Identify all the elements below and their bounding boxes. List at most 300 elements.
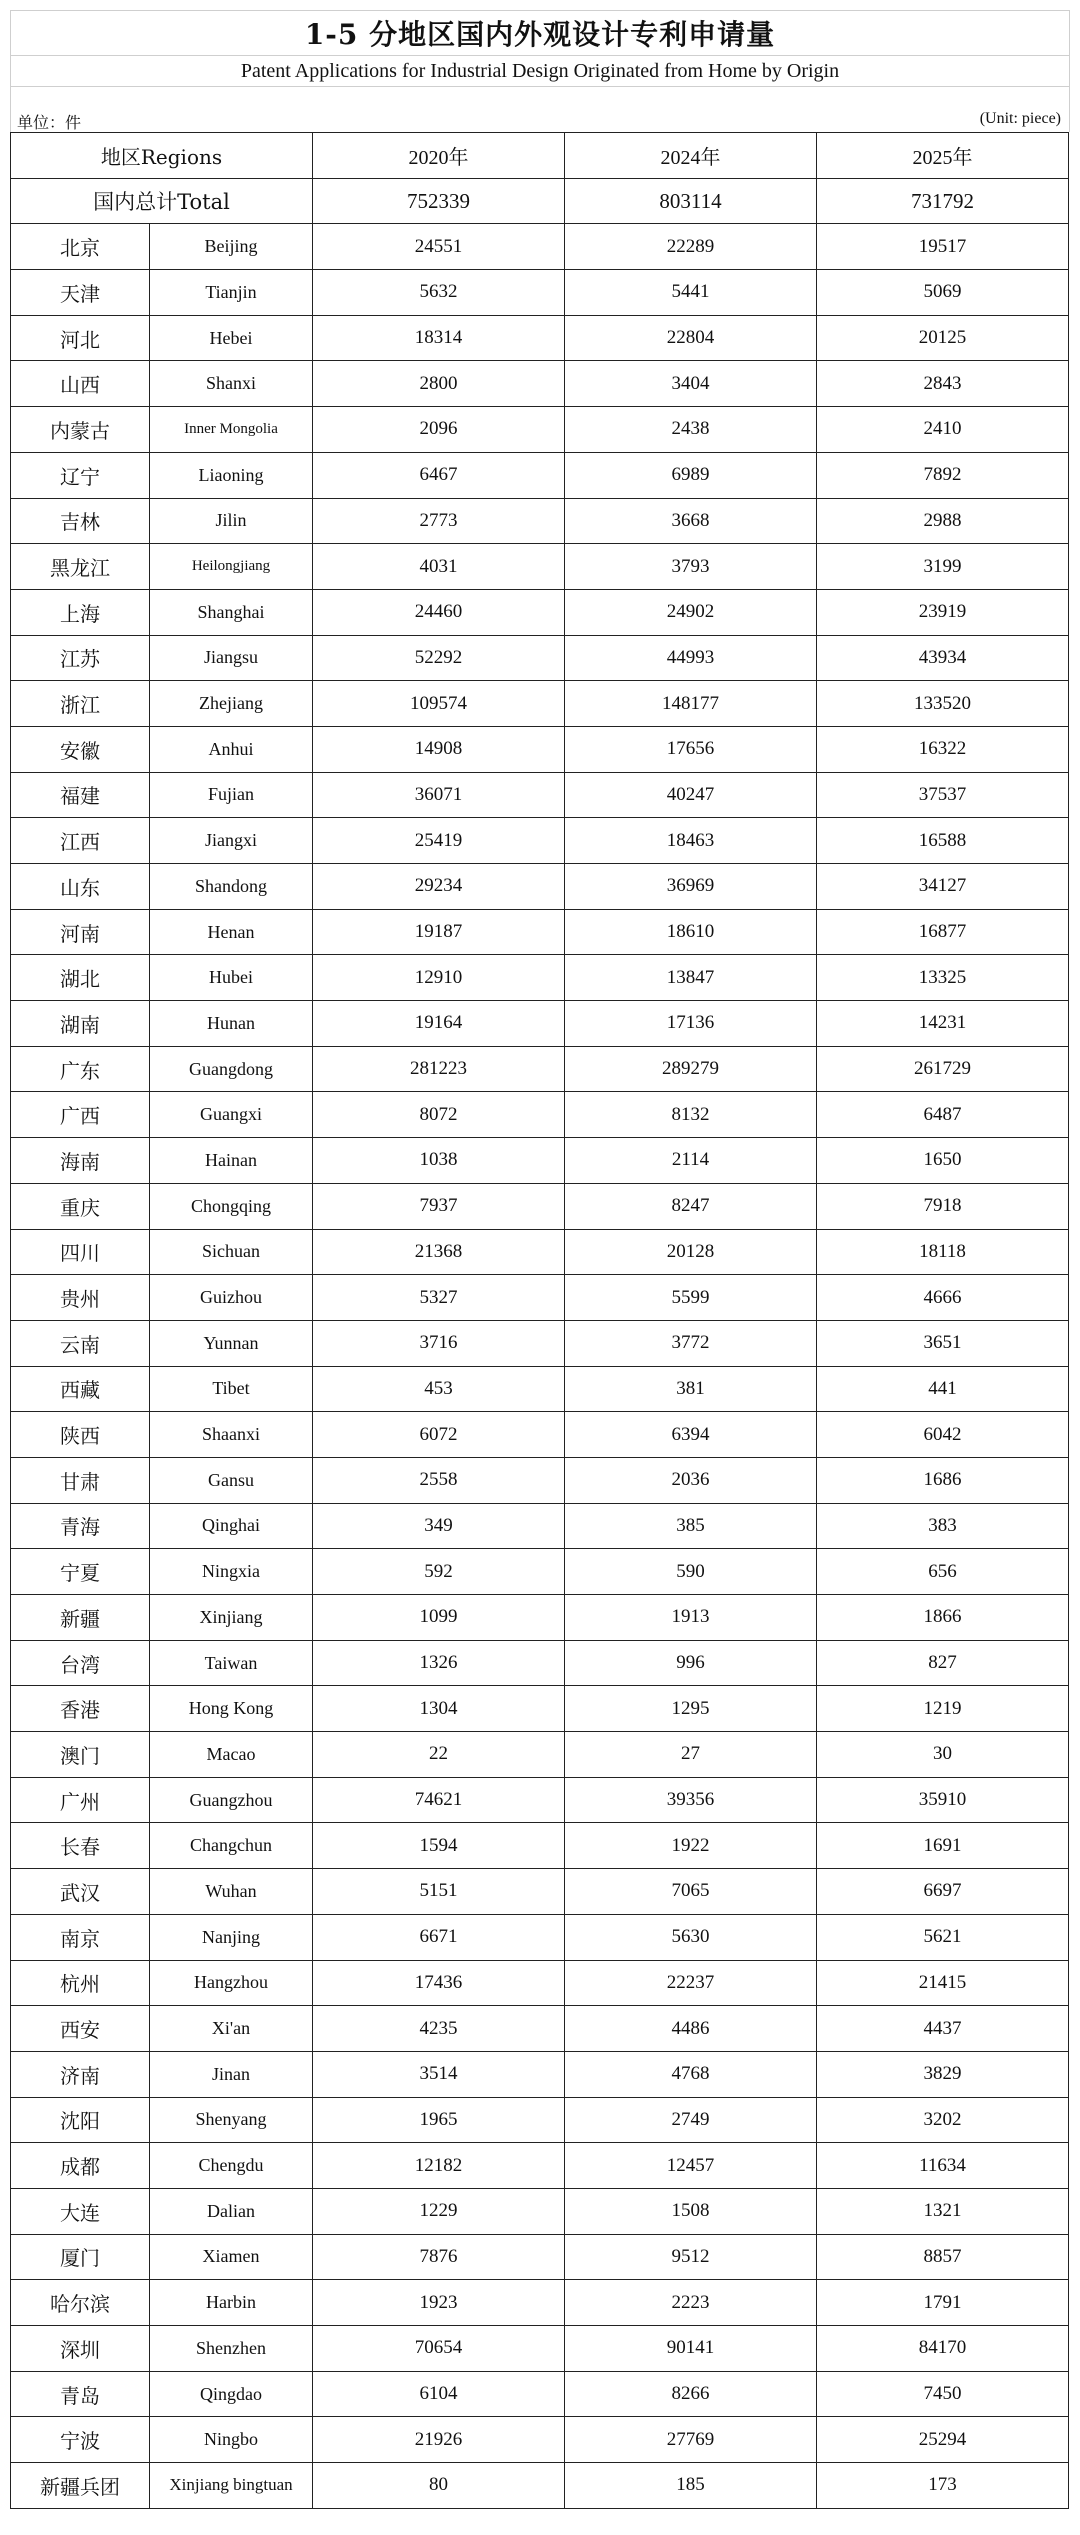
table-row bbox=[11, 1275, 1069, 1321]
value-2020-cell: 29234 bbox=[313, 864, 565, 910]
table-row bbox=[11, 681, 1069, 727]
region-cn-cell: 成都 bbox=[11, 2143, 150, 2189]
region-cn-cell: 哈尔滨 bbox=[11, 2280, 150, 2326]
value-2025-cell: 84170 bbox=[817, 2326, 1069, 2372]
value-2024-cell: 36969 bbox=[565, 864, 817, 910]
value-2020-cell: 21926 bbox=[313, 2417, 565, 2463]
value-2020-cell: 109574 bbox=[313, 681, 565, 727]
value-2024-cell: 2749 bbox=[565, 2097, 817, 2143]
region-en-cell: Changchun bbox=[150, 1823, 313, 1869]
region-cn-cell: 湖南 bbox=[11, 1001, 150, 1047]
table-row bbox=[11, 2006, 1069, 2052]
value-2025-cell: 3199 bbox=[817, 544, 1069, 590]
total-2025: 731792 bbox=[817, 178, 1069, 224]
value-2020-cell: 1326 bbox=[313, 1640, 565, 1686]
value-2020-cell: 1594 bbox=[313, 1823, 565, 1869]
region-en-cell: Heilongjiang bbox=[150, 544, 313, 590]
value-2025-cell: 2410 bbox=[817, 407, 1069, 453]
value-2020-cell: 19187 bbox=[313, 909, 565, 955]
value-2020-cell: 1229 bbox=[313, 2188, 565, 2234]
region-en-cell: Hunan bbox=[150, 1001, 313, 1047]
region-en-cell: Xiamen bbox=[150, 2234, 313, 2280]
region-cn-cell: 福建 bbox=[11, 772, 150, 818]
table-row bbox=[11, 1823, 1069, 1869]
value-2024-cell: 20128 bbox=[565, 1229, 817, 1275]
value-2025-cell: 2988 bbox=[817, 498, 1069, 544]
table-row bbox=[11, 1686, 1069, 1732]
value-2020-cell: 4031 bbox=[313, 544, 565, 590]
value-2024-cell: 13847 bbox=[565, 955, 817, 1001]
value-2024-cell: 17656 bbox=[565, 726, 817, 772]
region-en-cell: Shanghai bbox=[150, 589, 313, 635]
region-en-cell: Shandong bbox=[150, 864, 313, 910]
table-row bbox=[11, 1183, 1069, 1229]
value-2025-cell: 383 bbox=[817, 1503, 1069, 1549]
region-en-cell: Shaanxi bbox=[150, 1412, 313, 1458]
value-2024-cell: 18463 bbox=[565, 818, 817, 864]
region-en-cell: Inner Mongolia bbox=[150, 407, 313, 453]
value-2024-cell: 7065 bbox=[565, 1869, 817, 1915]
value-2020-cell: 18314 bbox=[313, 315, 565, 361]
value-2025-cell: 656 bbox=[817, 1549, 1069, 1595]
total-row bbox=[11, 178, 1069, 224]
value-2024-cell: 22289 bbox=[565, 224, 817, 270]
region-cn-cell: 西安 bbox=[11, 2006, 150, 2052]
value-2020-cell: 1099 bbox=[313, 1595, 565, 1641]
value-2020-cell: 12910 bbox=[313, 955, 565, 1001]
value-2024-cell: 381 bbox=[565, 1366, 817, 1412]
region-cn-cell: 云南 bbox=[11, 1320, 150, 1366]
value-2024-cell: 3772 bbox=[565, 1320, 817, 1366]
value-2024-cell: 4768 bbox=[565, 2051, 817, 2097]
value-2025-cell: 3202 bbox=[817, 2097, 1069, 2143]
region-cn-cell: 青海 bbox=[11, 1503, 150, 1549]
region-cn-cell: 天津 bbox=[11, 270, 150, 316]
region-cn-cell: 江苏 bbox=[11, 635, 150, 681]
value-2025-cell: 441 bbox=[817, 1366, 1069, 1412]
region-cn-cell: 青岛 bbox=[11, 2371, 150, 2417]
region-cn-cell: 沈阳 bbox=[11, 2097, 150, 2143]
unit-row bbox=[10, 108, 1070, 132]
value-2025-cell: 3651 bbox=[817, 1320, 1069, 1366]
value-2020-cell: 281223 bbox=[313, 1046, 565, 1092]
table-row bbox=[11, 726, 1069, 772]
table-row bbox=[11, 909, 1069, 955]
value-2025-cell: 21415 bbox=[817, 1960, 1069, 2006]
region-cn-cell: 河南 bbox=[11, 909, 150, 955]
value-2025-cell: 43934 bbox=[817, 635, 1069, 681]
value-2024-cell: 1295 bbox=[565, 1686, 817, 1732]
value-2020-cell: 1965 bbox=[313, 2097, 565, 2143]
table-row bbox=[11, 1092, 1069, 1138]
table-row bbox=[11, 1366, 1069, 1412]
region-en-cell: Yunnan bbox=[150, 1320, 313, 1366]
region-cn-cell: 贵州 bbox=[11, 1275, 150, 1321]
region-en-cell: Hong Kong bbox=[150, 1686, 313, 1732]
header-row bbox=[11, 133, 1069, 179]
value-2020-cell: 1923 bbox=[313, 2280, 565, 2326]
table-row bbox=[11, 1229, 1069, 1275]
value-2024-cell: 3404 bbox=[565, 361, 817, 407]
value-2020-cell: 36071 bbox=[313, 772, 565, 818]
region-cn-cell: 宁波 bbox=[11, 2417, 150, 2463]
region-cn-cell: 山东 bbox=[11, 864, 150, 910]
value-2020-cell: 19164 bbox=[313, 1001, 565, 1047]
table-row bbox=[11, 2371, 1069, 2417]
value-2025-cell: 5069 bbox=[817, 270, 1069, 316]
value-2025-cell: 5621 bbox=[817, 1914, 1069, 1960]
value-2020-cell: 6104 bbox=[313, 2371, 565, 2417]
table-row bbox=[11, 1960, 1069, 2006]
value-2024-cell: 44993 bbox=[565, 635, 817, 681]
region-en-cell: Shenzhen bbox=[150, 2326, 313, 2372]
region-cn-cell: 甘肃 bbox=[11, 1457, 150, 1503]
region-en-cell: Hainan bbox=[150, 1138, 313, 1184]
value-2024-cell: 6989 bbox=[565, 452, 817, 498]
region-cn-cell: 北京 bbox=[11, 224, 150, 270]
value-2020-cell: 5632 bbox=[313, 270, 565, 316]
region-cn-cell: 陕西 bbox=[11, 1412, 150, 1458]
region-cn-cell: 吉林 bbox=[11, 498, 150, 544]
value-2025-cell: 7450 bbox=[817, 2371, 1069, 2417]
region-en-cell: Tianjin bbox=[150, 270, 313, 316]
region-cn-cell: 新疆兵团 bbox=[11, 2463, 150, 2509]
region-en-cell: Beijing bbox=[150, 224, 313, 270]
unit-label-en: (Unit: piece) bbox=[979, 110, 1061, 127]
region-cn-cell: 西藏 bbox=[11, 1366, 150, 1412]
value-2020-cell: 21368 bbox=[313, 1229, 565, 1275]
value-2024-cell: 1508 bbox=[565, 2188, 817, 2234]
region-en-cell: Chengdu bbox=[150, 2143, 313, 2189]
region-en-cell: Shanxi bbox=[150, 361, 313, 407]
region-en-cell: Jiangsu bbox=[150, 635, 313, 681]
region-en-cell: Guangxi bbox=[150, 1092, 313, 1138]
value-2024-cell: 385 bbox=[565, 1503, 817, 1549]
region-en-cell: Guangzhou bbox=[150, 1777, 313, 1823]
value-2024-cell: 12457 bbox=[565, 2143, 817, 2189]
table-row bbox=[11, 361, 1069, 407]
table-row bbox=[11, 1457, 1069, 1503]
region-en-cell: Jinan bbox=[150, 2051, 313, 2097]
region-en-cell: Wuhan bbox=[150, 1869, 313, 1915]
region-en-cell: Jiangxi bbox=[150, 818, 313, 864]
region-en-cell: Gansu bbox=[150, 1457, 313, 1503]
region-cn-cell: 新疆 bbox=[11, 1595, 150, 1641]
value-2024-cell: 2438 bbox=[565, 407, 817, 453]
value-2024-cell: 5630 bbox=[565, 1914, 817, 1960]
region-cn-cell: 长春 bbox=[11, 1823, 150, 1869]
value-2025-cell: 23919 bbox=[817, 589, 1069, 635]
value-2024-cell: 24902 bbox=[565, 589, 817, 635]
region-en-cell: Nanjing bbox=[150, 1914, 313, 1960]
value-2020-cell: 52292 bbox=[313, 635, 565, 681]
value-2025-cell: 18118 bbox=[817, 1229, 1069, 1275]
table-row bbox=[11, 1549, 1069, 1595]
value-2025-cell: 2843 bbox=[817, 361, 1069, 407]
region-cn-cell: 上海 bbox=[11, 589, 150, 635]
value-2020-cell: 7937 bbox=[313, 1183, 565, 1229]
value-2024-cell: 2114 bbox=[565, 1138, 817, 1184]
region-en-cell: Macao bbox=[150, 1732, 313, 1778]
value-2020-cell: 4235 bbox=[313, 2006, 565, 2052]
total-2024: 803114 bbox=[565, 178, 817, 224]
value-2020-cell: 3716 bbox=[313, 1320, 565, 1366]
value-2020-cell: 349 bbox=[313, 1503, 565, 1549]
table-row bbox=[11, 2280, 1069, 2326]
region-en-cell: Xi'an bbox=[150, 2006, 313, 2052]
value-2020-cell: 1038 bbox=[313, 1138, 565, 1184]
value-2020-cell: 17436 bbox=[313, 1960, 565, 2006]
value-2025-cell: 173 bbox=[817, 2463, 1069, 2509]
value-2020-cell: 5151 bbox=[313, 1869, 565, 1915]
value-2024-cell: 4486 bbox=[565, 2006, 817, 2052]
region-en-cell: Anhui bbox=[150, 726, 313, 772]
region-cn-cell: 香港 bbox=[11, 1686, 150, 1732]
table-row bbox=[11, 544, 1069, 590]
value-2024-cell: 5441 bbox=[565, 270, 817, 316]
value-2020-cell: 2096 bbox=[313, 407, 565, 453]
value-2025-cell: 13325 bbox=[817, 955, 1069, 1001]
table-row bbox=[11, 1503, 1069, 1549]
value-2025-cell: 34127 bbox=[817, 864, 1069, 910]
value-2025-cell: 1866 bbox=[817, 1595, 1069, 1641]
region-en-cell: Taiwan bbox=[150, 1640, 313, 1686]
value-2025-cell: 1791 bbox=[817, 2280, 1069, 2326]
value-2024-cell: 1913 bbox=[565, 1595, 817, 1641]
page-subtitle: Patent Applications for Industrial Design Originated from Home by Origin bbox=[10, 55, 1070, 87]
value-2025-cell: 1321 bbox=[817, 2188, 1069, 2234]
region-en-cell: Hubei bbox=[150, 955, 313, 1001]
value-2020-cell: 24460 bbox=[313, 589, 565, 635]
value-2025-cell: 1650 bbox=[817, 1138, 1069, 1184]
value-2024-cell: 590 bbox=[565, 1549, 817, 1595]
value-2025-cell: 35910 bbox=[817, 1777, 1069, 1823]
value-2025-cell: 19517 bbox=[817, 224, 1069, 270]
table-row bbox=[11, 2143, 1069, 2189]
value-2020-cell: 70654 bbox=[313, 2326, 565, 2372]
region-cn-cell: 海南 bbox=[11, 1138, 150, 1184]
value-2025-cell: 16322 bbox=[817, 726, 1069, 772]
region-en-cell: Tibet bbox=[150, 1366, 313, 1412]
value-2024-cell: 8247 bbox=[565, 1183, 817, 1229]
value-2025-cell: 7892 bbox=[817, 452, 1069, 498]
value-2020-cell: 2558 bbox=[313, 1457, 565, 1503]
value-2020-cell: 6671 bbox=[313, 1914, 565, 1960]
region-cn-cell: 杭州 bbox=[11, 1960, 150, 2006]
region-cn-cell: 辽宁 bbox=[11, 452, 150, 498]
region-cn-cell: 厦门 bbox=[11, 2234, 150, 2280]
table-row bbox=[11, 1640, 1069, 1686]
value-2025-cell: 1219 bbox=[817, 1686, 1069, 1732]
table-row bbox=[11, 407, 1069, 453]
table-row bbox=[11, 864, 1069, 910]
value-2024-cell: 289279 bbox=[565, 1046, 817, 1092]
value-2025-cell: 16877 bbox=[817, 909, 1069, 955]
region-cn-cell: 河北 bbox=[11, 315, 150, 361]
value-2024-cell: 2036 bbox=[565, 1457, 817, 1503]
region-en-cell: Qinghai bbox=[150, 1503, 313, 1549]
header-2020: 2020年 bbox=[313, 133, 565, 179]
blank-row bbox=[10, 86, 1070, 108]
value-2020-cell: 7876 bbox=[313, 2234, 565, 2280]
table-row bbox=[11, 224, 1069, 270]
value-2024-cell: 90141 bbox=[565, 2326, 817, 2372]
value-2020-cell: 2773 bbox=[313, 498, 565, 544]
header-region: 地区Regions bbox=[11, 133, 313, 179]
value-2020-cell: 453 bbox=[313, 1366, 565, 1412]
region-cn-cell: 大连 bbox=[11, 2188, 150, 2234]
region-en-cell: Shenyang bbox=[150, 2097, 313, 2143]
value-2020-cell: 6467 bbox=[313, 452, 565, 498]
value-2025-cell: 8857 bbox=[817, 2234, 1069, 2280]
table-row bbox=[11, 2326, 1069, 2372]
table-row bbox=[11, 818, 1069, 864]
value-2025-cell: 4666 bbox=[817, 1275, 1069, 1321]
value-2024-cell: 3793 bbox=[565, 544, 817, 590]
region-en-cell: Xinjiang bbox=[150, 1595, 313, 1641]
region-cn-cell: 四川 bbox=[11, 1229, 150, 1275]
region-cn-cell: 广东 bbox=[11, 1046, 150, 1092]
region-cn-cell: 安徽 bbox=[11, 726, 150, 772]
table-row bbox=[11, 635, 1069, 681]
region-cn-cell: 广西 bbox=[11, 1092, 150, 1138]
value-2025-cell: 11634 bbox=[817, 2143, 1069, 2189]
region-en-cell: Guizhou bbox=[150, 1275, 313, 1321]
region-en-cell: Fujian bbox=[150, 772, 313, 818]
value-2020-cell: 12182 bbox=[313, 2143, 565, 2189]
region-cn-cell: 台湾 bbox=[11, 1640, 150, 1686]
value-2020-cell: 80 bbox=[313, 2463, 565, 2509]
value-2024-cell: 1922 bbox=[565, 1823, 817, 1869]
value-2025-cell: 6697 bbox=[817, 1869, 1069, 1915]
region-en-cell: Ningbo bbox=[150, 2417, 313, 2463]
region-en-cell: Jilin bbox=[150, 498, 313, 544]
table-row bbox=[11, 1732, 1069, 1778]
table-row bbox=[11, 452, 1069, 498]
region-en-cell: Dalian bbox=[150, 2188, 313, 2234]
value-2024-cell: 996 bbox=[565, 1640, 817, 1686]
value-2020-cell: 3514 bbox=[313, 2051, 565, 2097]
value-2025-cell: 827 bbox=[817, 1640, 1069, 1686]
table-row bbox=[11, 2417, 1069, 2463]
value-2020-cell: 24551 bbox=[313, 224, 565, 270]
value-2025-cell: 1686 bbox=[817, 1457, 1069, 1503]
value-2020-cell: 592 bbox=[313, 1549, 565, 1595]
unit-label-cn: 单位：件 bbox=[17, 113, 82, 132]
region-en-cell: Sichuan bbox=[150, 1229, 313, 1275]
table-row bbox=[11, 1595, 1069, 1641]
value-2020-cell: 6072 bbox=[313, 1412, 565, 1458]
table-row bbox=[11, 1412, 1069, 1458]
value-2020-cell: 5327 bbox=[313, 1275, 565, 1321]
region-cn-cell: 南京 bbox=[11, 1914, 150, 1960]
region-cn-cell: 湖北 bbox=[11, 955, 150, 1001]
region-cn-cell: 黑龙江 bbox=[11, 544, 150, 590]
region-cn-cell: 江西 bbox=[11, 818, 150, 864]
region-en-cell: Zhejiang bbox=[150, 681, 313, 727]
region-en-cell: Hebei bbox=[150, 315, 313, 361]
table-row bbox=[11, 2188, 1069, 2234]
total-2020: 752339 bbox=[313, 178, 565, 224]
region-en-cell: Guangdong bbox=[150, 1046, 313, 1092]
value-2020-cell: 14908 bbox=[313, 726, 565, 772]
header-2024: 2024年 bbox=[565, 133, 817, 179]
table-row bbox=[11, 270, 1069, 316]
region-en-cell: Ningxia bbox=[150, 1549, 313, 1595]
value-2025-cell: 7918 bbox=[817, 1183, 1069, 1229]
data-table bbox=[10, 132, 1069, 2509]
region-cn-cell: 宁夏 bbox=[11, 1549, 150, 1595]
value-2020-cell: 1304 bbox=[313, 1686, 565, 1732]
value-2025-cell: 3829 bbox=[817, 2051, 1069, 2097]
table-row bbox=[11, 1869, 1069, 1915]
table-row bbox=[11, 772, 1069, 818]
value-2020-cell: 74621 bbox=[313, 1777, 565, 1823]
value-2024-cell: 8132 bbox=[565, 1092, 817, 1138]
value-2025-cell: 1691 bbox=[817, 1823, 1069, 1869]
total-label: 国内总计Total bbox=[11, 178, 313, 224]
value-2024-cell: 27769 bbox=[565, 2417, 817, 2463]
region-en-cell: Henan bbox=[150, 909, 313, 955]
value-2020-cell: 22 bbox=[313, 1732, 565, 1778]
table-row bbox=[11, 1138, 1069, 1184]
table-row bbox=[11, 2097, 1069, 2143]
value-2025-cell: 6487 bbox=[817, 1092, 1069, 1138]
value-2024-cell: 148177 bbox=[565, 681, 817, 727]
region-cn-cell: 重庆 bbox=[11, 1183, 150, 1229]
table-row bbox=[11, 955, 1069, 1001]
value-2020-cell: 25419 bbox=[313, 818, 565, 864]
value-2025-cell: 30 bbox=[817, 1732, 1069, 1778]
value-2020-cell: 2800 bbox=[313, 361, 565, 407]
value-2025-cell: 133520 bbox=[817, 681, 1069, 727]
table-row bbox=[11, 2234, 1069, 2280]
value-2025-cell: 20125 bbox=[817, 315, 1069, 361]
table-row bbox=[11, 498, 1069, 544]
value-2025-cell: 261729 bbox=[817, 1046, 1069, 1092]
value-2025-cell: 37537 bbox=[817, 772, 1069, 818]
region-cn-cell: 内蒙古 bbox=[11, 407, 150, 453]
value-2025-cell: 25294 bbox=[817, 2417, 1069, 2463]
region-en-cell: Chongqing bbox=[150, 1183, 313, 1229]
value-2024-cell: 185 bbox=[565, 2463, 817, 2509]
header-2025: 2025年 bbox=[817, 133, 1069, 179]
page-title: 1-5 分地区国内外观设计专利申请量 bbox=[10, 10, 1070, 55]
value-2024-cell: 6394 bbox=[565, 1412, 817, 1458]
value-2024-cell: 22237 bbox=[565, 1960, 817, 2006]
table-row bbox=[11, 1001, 1069, 1047]
value-2024-cell: 3668 bbox=[565, 498, 817, 544]
region-cn-cell: 武汉 bbox=[11, 1869, 150, 1915]
region-cn-cell: 澳门 bbox=[11, 1732, 150, 1778]
value-2025-cell: 14231 bbox=[817, 1001, 1069, 1047]
value-2024-cell: 8266 bbox=[565, 2371, 817, 2417]
region-en-cell: Liaoning bbox=[150, 452, 313, 498]
value-2024-cell: 9512 bbox=[565, 2234, 817, 2280]
value-2025-cell: 6042 bbox=[817, 1412, 1069, 1458]
table-row bbox=[11, 589, 1069, 635]
region-cn-cell: 浙江 bbox=[11, 681, 150, 727]
value-2025-cell: 4437 bbox=[817, 2006, 1069, 2052]
table-row bbox=[11, 1777, 1069, 1823]
value-2024-cell: 22804 bbox=[565, 315, 817, 361]
table-row bbox=[11, 1914, 1069, 1960]
region-cn-cell: 深圳 bbox=[11, 2326, 150, 2372]
value-2024-cell: 27 bbox=[565, 1732, 817, 1778]
region-cn-cell: 山西 bbox=[11, 361, 150, 407]
table-row bbox=[11, 1320, 1069, 1366]
value-2024-cell: 39356 bbox=[565, 1777, 817, 1823]
